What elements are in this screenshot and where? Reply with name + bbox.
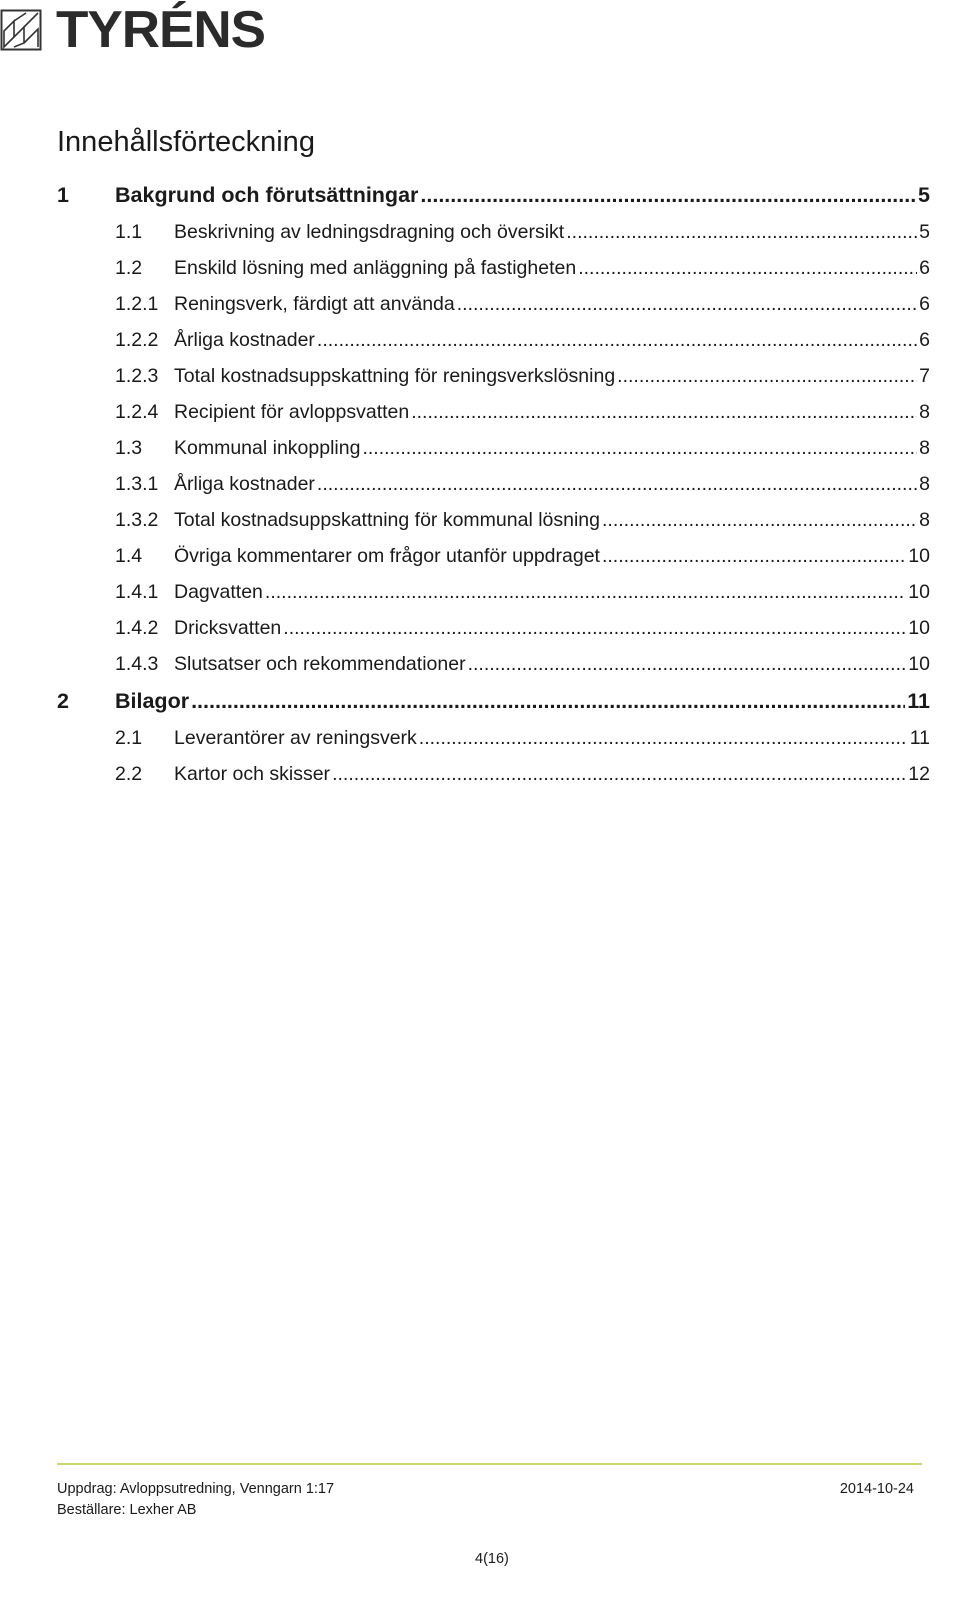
toc-entry-page: 5 bbox=[918, 183, 930, 207]
toc-dot-leader bbox=[578, 255, 917, 281]
toc-entry-number: 2.2 bbox=[115, 763, 143, 785]
toc-entry[interactable] bbox=[0, 507, 960, 533]
toc-entry-label: Bakgrund och förutsättningar bbox=[115, 183, 419, 207]
toc-entry-page: 6 bbox=[919, 329, 930, 351]
toc-entry[interactable] bbox=[0, 543, 960, 569]
toc-dot-leader bbox=[283, 615, 906, 641]
toc-entry[interactable] bbox=[0, 688, 960, 714]
toc-dot-leader bbox=[317, 327, 917, 353]
tyrens-logo-icon bbox=[0, 9, 42, 51]
toc-entry-label: Leverantörer av reningsverk bbox=[174, 727, 417, 749]
toc-entry-number: 1.2.2 bbox=[115, 329, 159, 351]
toc-entry-label: Enskild lösning med anläggning på fastigheten bbox=[174, 257, 577, 279]
footer-assignment: Uppdrag: Avloppsutredning, Venngarn 1:17 bbox=[57, 1481, 335, 1497]
toc-entry[interactable] bbox=[0, 761, 960, 787]
toc-title: Innehållsförteckning bbox=[57, 126, 315, 158]
toc-entry-label: Slutsatser och rekommendationer bbox=[174, 653, 466, 675]
toc-entry-label: Kartor och skisser bbox=[174, 763, 331, 785]
toc-entry-label: Dricksvatten bbox=[174, 617, 282, 639]
toc-dot-leader bbox=[468, 651, 907, 677]
toc-dot-leader bbox=[362, 435, 917, 461]
toc-entry[interactable] bbox=[0, 435, 960, 461]
toc-entry-label: Årliga kostnader bbox=[174, 473, 315, 495]
toc-entry-page: 10 bbox=[908, 617, 930, 639]
toc-dot-leader bbox=[420, 182, 916, 208]
toc-entry-page: 8 bbox=[919, 509, 930, 531]
footer-date: 2014-10-24 bbox=[839, 1481, 914, 1497]
toc-entry[interactable] bbox=[0, 182, 960, 208]
toc-dot-leader bbox=[411, 399, 917, 425]
toc-entry-page: 6 bbox=[919, 257, 930, 279]
toc-entry-number: 1.4.1 bbox=[115, 581, 159, 603]
toc-entry-label: Recipient för avloppsvatten bbox=[174, 401, 410, 423]
toc-entry-page: 7 bbox=[919, 365, 930, 387]
toc-entry[interactable] bbox=[0, 579, 960, 605]
toc-entry-label: Dagvatten bbox=[174, 581, 263, 603]
toc-entry-page: 5 bbox=[919, 221, 930, 243]
toc-entry-page: 10 bbox=[908, 581, 930, 603]
toc-entry-number: 1.2.3 bbox=[115, 365, 159, 387]
toc-entry-label: Övriga kommentarer om frågor utanför uppdraget bbox=[174, 545, 600, 567]
toc-entry[interactable] bbox=[0, 471, 960, 497]
logo-wordmark: TYRÉNS bbox=[56, 1, 266, 59]
toc-entry-number: 2.1 bbox=[115, 727, 143, 749]
toc-entry-page: 12 bbox=[908, 763, 930, 785]
toc-entry[interactable] bbox=[0, 219, 960, 245]
toc-entry-page: 11 bbox=[907, 689, 930, 713]
toc-entry-number: 1.3.2 bbox=[115, 509, 159, 531]
toc-entry-number: 1.2.4 bbox=[115, 401, 159, 423]
company-logo bbox=[0, 1, 266, 59]
toc-entry[interactable] bbox=[0, 399, 960, 425]
toc-dot-leader bbox=[265, 579, 906, 605]
toc-dot-leader bbox=[602, 543, 906, 569]
footer-client: Beställare: Lexher AB bbox=[57, 1502, 197, 1518]
toc-entry-page: 6 bbox=[919, 293, 930, 315]
toc-entry-number: 1.4.2 bbox=[115, 617, 159, 639]
toc-dot-leader bbox=[191, 688, 905, 714]
toc-entry-label: Reningsverk, färdigt att använda bbox=[174, 293, 455, 315]
toc-entry[interactable] bbox=[0, 651, 960, 677]
toc-entry-number: 1.3.1 bbox=[115, 473, 159, 495]
toc-entry-page: 8 bbox=[919, 437, 930, 459]
toc-entry-number: 1 bbox=[57, 183, 69, 207]
toc-entry[interactable] bbox=[0, 615, 960, 641]
toc-dot-leader bbox=[419, 725, 908, 751]
footer-divider bbox=[57, 1463, 922, 1465]
toc-entry-label: Årliga kostnader bbox=[174, 329, 315, 351]
toc-entry[interactable] bbox=[0, 291, 960, 317]
toc-entry-label: Kommunal inkoppling bbox=[174, 437, 361, 459]
toc-entry-number: 1.3 bbox=[115, 437, 143, 459]
toc-entry-label: Bilagor bbox=[115, 689, 190, 713]
toc-dot-leader bbox=[602, 507, 917, 533]
toc-dot-leader bbox=[566, 219, 917, 245]
toc-entry-page: 8 bbox=[919, 401, 930, 423]
toc-entry[interactable] bbox=[0, 327, 960, 353]
toc-entry-label: Total kostnadsuppskattning för kommunal lösning bbox=[174, 509, 600, 531]
toc-entry-number: 1.4 bbox=[115, 545, 143, 567]
toc-entry-label: Total kostnadsuppskattning för reningsverkslösning bbox=[174, 365, 616, 387]
toc-dot-leader bbox=[332, 761, 906, 787]
toc-entry-page: 10 bbox=[908, 545, 930, 567]
toc-entry[interactable] bbox=[0, 255, 960, 281]
toc-entry-page: 11 bbox=[909, 727, 930, 749]
toc-entry-number: 2 bbox=[57, 689, 69, 713]
toc-entry-page: 8 bbox=[919, 473, 930, 495]
toc-entry-number: 1.4.3 bbox=[115, 653, 159, 675]
footer-page-number: 4(16) bbox=[475, 1551, 509, 1567]
toc-entry-number: 1.2.1 bbox=[115, 293, 159, 315]
toc-dot-leader bbox=[457, 291, 917, 317]
toc-entry-page: 10 bbox=[908, 653, 930, 675]
toc-entry[interactable] bbox=[0, 363, 960, 389]
toc-entry-label: Beskrivning av ledningsdragning och översikt bbox=[174, 221, 565, 243]
toc-dot-leader bbox=[317, 471, 917, 497]
toc-entry-number: 1.1 bbox=[115, 221, 143, 243]
toc-dot-leader bbox=[617, 363, 917, 389]
toc-entry-number: 1.2 bbox=[115, 257, 143, 279]
toc-entry[interactable] bbox=[0, 725, 960, 751]
